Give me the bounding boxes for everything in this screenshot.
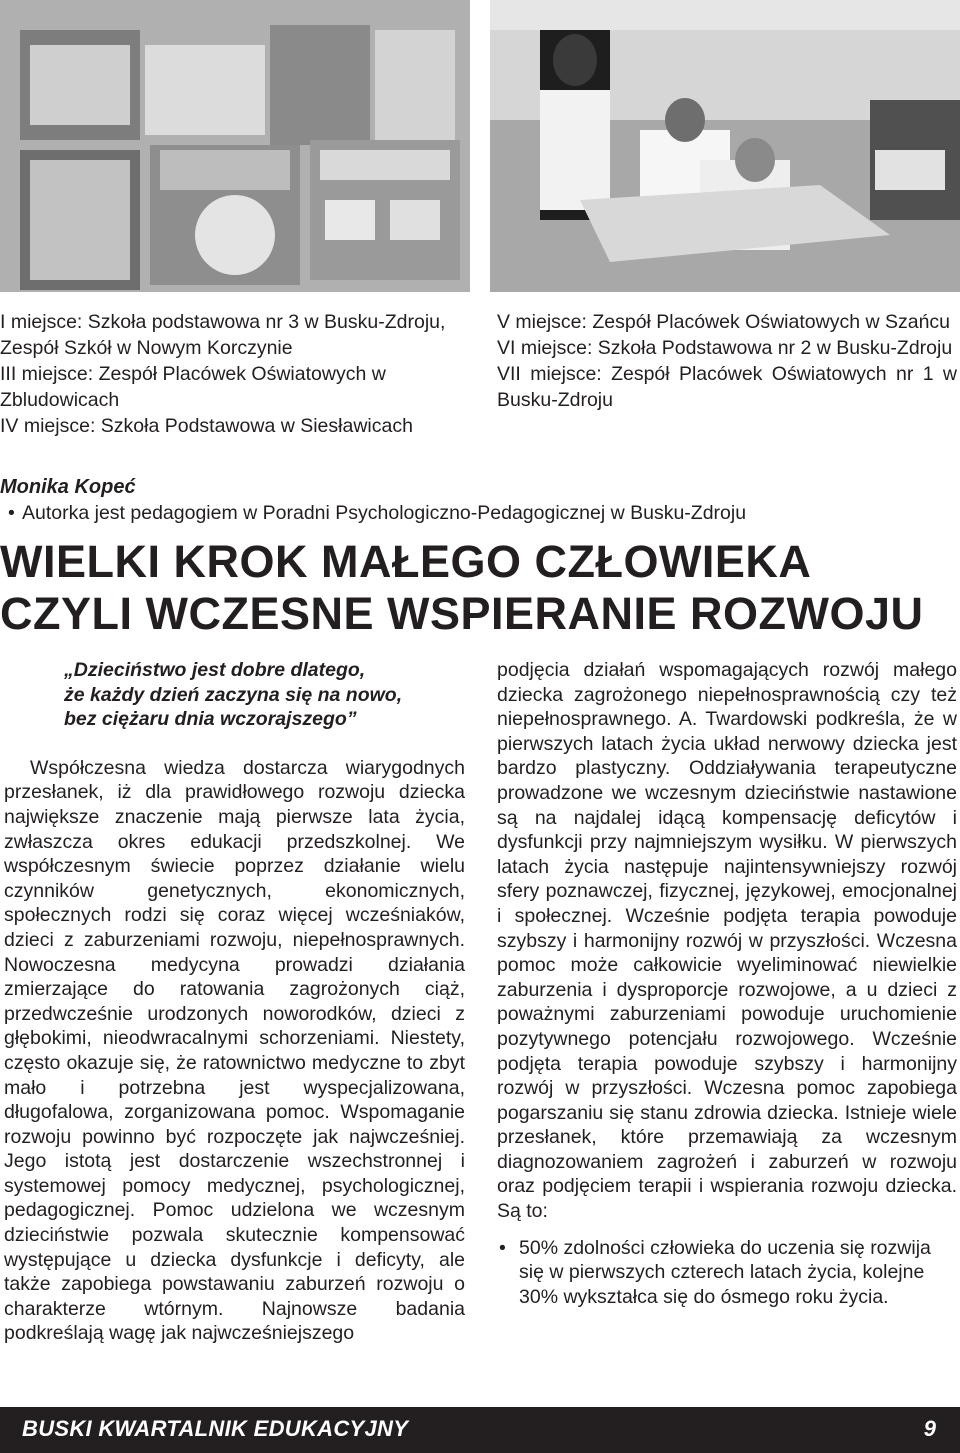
result-3: III miejsce: Zespół Placówek Oświatowych w Zbludowicach xyxy=(0,363,386,411)
motto-quote xyxy=(4,658,465,732)
bullet-item: • 50% zdolności człowieka do uczenia się rozwija się w pierwszych czterech latach życia, kolejne 30% wykształca się do ósmego roku życia. xyxy=(497,1236,957,1310)
result-6: VI miejsce: Szkoła Podstawowa nr 2 w Busku-Zdroju xyxy=(497,337,953,359)
result-4: IV miejsce: Szkoła Podstawowa w Siesławicach xyxy=(0,415,413,437)
motto-line-3: bez ciężaru dnia wczorajszego” xyxy=(64,708,357,731)
author-block xyxy=(0,474,960,526)
page-number: 9 xyxy=(923,1416,936,1441)
exhibition-photo-graphic xyxy=(0,0,470,292)
body-column-right xyxy=(497,658,957,1309)
author-note xyxy=(0,500,960,526)
result-7: VII miejsce: Zespół Placówek Oświatowych nr 1 w Busku-Zdroju xyxy=(497,363,957,411)
photo-row xyxy=(0,0,960,292)
author-name: Monika Kopeć xyxy=(0,476,136,498)
result-5: V miejsce: Zespół Placówek Oświatowych w Szańcu xyxy=(497,311,951,333)
result-1: I miejsce: Szkoła podstawowa nr 3 w Busku-Zdroju, Zespół Szkół w Nowym Korczynie xyxy=(0,311,446,359)
results-left xyxy=(0,309,465,439)
body-paragraph-left: Współczesna wiedza dostarcza wiarygodnych przesłanek, iż dla prawidłowego rozwoju dziecka największe znaczenie mają pierwsze lata życia, zwłaszcza okres edukacji przedszkolnej. We współczesnym świecie poprzez działanie wielu czynników genetycznych, ekonomicznych, społecznych rodzi się coraz więcej wcześniaków, dzieci z zaburzeniami rozwoju, niepełnosprawnych. Nowoczesna medycyna prowadzi działania zmierzające do ratowania zagrożonych ciąż, przedwcześnie urodzonych noworodków, dzieci z głębokimi, nieodwracalnymi schorzeniami. Niestety, często okazuje się, że ratownictwo medyczne to zbyt mało i potrzebna jest wyspecjalizowana, długofalowa, zorganizowana pomoc. Wspomaganie rozwoju powinno być rozpoczęte jak najwcześniej. Jego istotą jest dostarczenie wszechstronnej i systemowej pomocy medycznej, psychologicznej, pedagogicznej. Pomoc udzielona we wczesnym dzieciństwie pozwala skutecznie kompensować występujące u dziecka dysfunkcje i deficyty, ale także zapobiega powstawaniu zaburzeń rozwoju o charakterze wtórnym. Najnowsze badania podkreślają wagę jak najwcześniejszego xyxy=(4,756,465,1345)
page-footer xyxy=(0,1407,960,1453)
classroom-photo-graphic xyxy=(490,0,960,292)
body-column-left xyxy=(4,658,465,1346)
classroom-photo xyxy=(490,0,960,292)
bullet-icon: • xyxy=(8,502,15,524)
bullet-list xyxy=(497,1236,957,1310)
motto-line-1: „Dzieciństwo jest dobre dlatego, xyxy=(64,659,366,681)
results-right xyxy=(497,309,957,413)
article-headline xyxy=(0,536,960,640)
journal-title: BUSKI KWARTALNIK EDUKACYJNY xyxy=(22,1416,409,1441)
headline-line-1: WIELKI KROK MAŁEGO CZŁOWIEKA xyxy=(0,536,812,587)
exhibition-photo xyxy=(0,0,470,292)
motto-line-2: że każdy dzień zaczyna się na nowo, xyxy=(64,683,403,706)
body-paragraph-right: podjęcia działań wspomagających rozwój małego dziecka zagrożonego niepełnosprawnością czy też niepełnosprawnego. A. Twardowski podkreśla, że w pierwszych latach życia układ nerwowy dziecka jest bardzo plastyczny. Oddziaływania terapeutyczne prowadzone we wczesnym dzieciństwie nastawione są na najdalej idącą kompensację deficytów i dysfunkcji przy najmniejszym wysiłku. W pierwszych latach życia następuje najintensywniejszy rozwój sfery poznawczej, fizycznej, językowej, emocjonalnej i społecznej. Wcześnie podjęta terapia powoduje szybszy i harmonijny rozwój w przyszłości. Wczesna pomoc może całkowicie wyeliminować niewielkie zaburzenia i dysproporcje rozwojowe, a u dzieci z poważnymi zaburzeniami powoduje uruchomienie pozytywnego potencjału rozwojowego. Wcześnie podjęta terapia powoduje szybszy i harmonijny rozwój w przyszłości. Wczesna pomoc zapobiega pogarszaniu się stanu zdrowia dziecka. Istnieje wiele przesłanek, które przemawiają za wczesnym diagnozowaniem zagrożeń i zaburzeń w rozwoju oraz podjęciem terapii i wspierania rozwoju dziecka. Są to: xyxy=(497,659,957,1223)
author-note-text: Autorka jest pedagogiem w Poradni Psychologiczno-Pedagogicznej w Busku-Zdroju xyxy=(22,502,747,524)
headline-line-2: CZYLI WCZESNE WSPIERANIE ROZWOJU xyxy=(0,588,924,639)
